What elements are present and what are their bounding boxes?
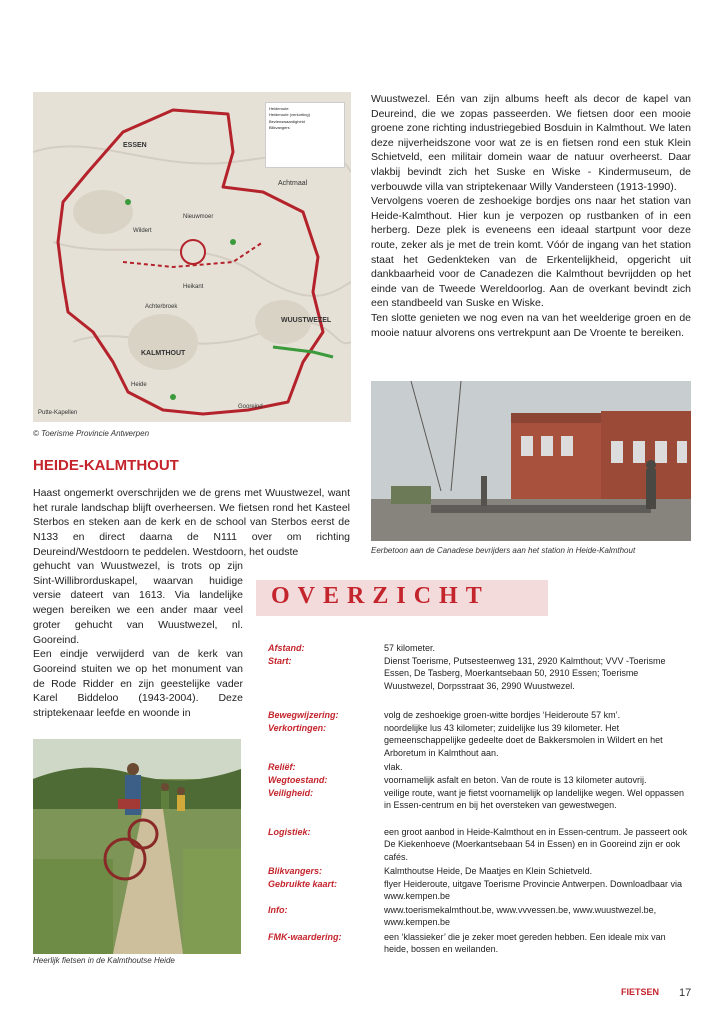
article-text-left-top: Haast ongemerkt overschrijden we de grens met Wuustwezel, want het rurale landschap blijft overheersen. We fietsen rond het Kasteel Sterbos en steken aan de kerk en de school van Sterbos eerst de N133 en direct daarna de N111 over om richting Deureind/Westdoorn te peddelen. Westdoorn, het oudste — [33, 487, 350, 558]
magazine-logo: FIETSEN — [621, 987, 660, 997]
overview-label: FMK-waardering: — [268, 932, 342, 942]
paragraph: Ten slotte genieten we nog even na van het weelderige groen en de mooie natuur alvorens ons vertrekpunt aan De Vroente te bereiken. — [371, 311, 691, 339]
map-credit: © Toerisme Provincie Antwerpen — [33, 429, 150, 438]
route-map — [33, 92, 351, 422]
section-title: HEIDE-KALMTHOUT — [33, 457, 179, 474]
overview-value: volg de zeshoekige groen-witte bordjes ‘Heideroute 57 km’. — [384, 710, 621, 720]
station-photo-graphic — [371, 381, 691, 541]
overview-label: Afstand: — [268, 643, 305, 653]
overview-value: een groot aanbod in Heide-Kalmthout en in Essen-centrum. Je passeert ook De Kiekenhoeve (Moerkantsebaan 54 in Essen) en in Gooreind zijn er ook cafés. — [384, 827, 688, 862]
overview-value: vlak. — [384, 762, 403, 772]
overview-label: Veiligheid: — [268, 788, 314, 798]
map-legend — [265, 102, 345, 168]
article-text-left-bottom — [33, 559, 243, 721]
overview-value: voornamelijk asfalt en beton. Van de route is 13 kilometer autovrij. — [384, 775, 647, 785]
map-label-achterbroek: Achterbroek — [145, 304, 178, 310]
overview-label: Reliëf: — [268, 762, 296, 772]
article-text-right — [371, 92, 691, 340]
page-number: 17 — [679, 987, 692, 999]
cycling-photo-caption: Heerlijk fietsen in de Kalmthoutse Heide — [33, 956, 175, 965]
overview-value: flyer Heideroute, uitgave Toerisme Provincie Antwerpen. Downloadbaar via www.kempen.be — [384, 879, 682, 902]
cycling-photo-graphic — [33, 739, 241, 954]
legend-item: Blikvangers — [269, 125, 290, 131]
overview-label: Blikvangers: — [268, 866, 323, 876]
overview-value: Dienst Toerisme, Putsesteenweg 131, 2920 Kalmthout; VVV -Toerisme Essen, De Tasberg, Moerkantsebaan 50, 2910 Essen; Toerisme Wuustwezel, Dorpsstraat 36, 2990 Wuustwezel. — [384, 656, 666, 691]
overview-label: Verkortingen: — [268, 723, 327, 733]
overview-box — [256, 629, 690, 963]
overview-value: www.toerismekalmthout.be, www.vvvessen.be, www.wuustwezel.be, www.kempen.be — [384, 905, 657, 928]
cycling-photo — [33, 739, 241, 954]
overview-value: noordelijke lus 43 kilometer; zuidelijke lus 39 kilometer. Het gemeenschappelijke gedeelte doet de Bakkersmolen in Wildert en het Arboretum in Kalmthout aan. — [384, 723, 663, 758]
paragraph: Een eindje verwijderd van de kerk van Gooreind stuiten we op het monument van de Rode Ridder en zijn geestelijke vader Karel Biddeloo (1943-2004). Deze striptekenaar leefde en woonde in — [33, 648, 243, 720]
legend-item: Bezienswaardigheid — [269, 118, 305, 124]
map-label-essen: ESSEN — [123, 142, 147, 149]
legend-item: Heideroute (verkorting) — [269, 112, 310, 118]
overview-label: Start: — [268, 656, 292, 666]
map-label-gooreind: Gooreind — [238, 404, 263, 410]
station-photo — [371, 381, 691, 541]
map-label-wildert: Wildert — [133, 228, 152, 234]
overview-value: Kalmthoutse Heide, De Maatjes en Klein Schietveld. — [384, 866, 593, 876]
map-label-heikant: Heikant — [183, 284, 204, 290]
legend-item: Heideroute — [269, 106, 289, 111]
overview-label: Info: — [268, 905, 288, 915]
map-label-heide: Heide — [131, 382, 147, 388]
paragraph: gehucht van Wuustwezel, is trots op zijn Sint-Willibrorduskapel, waarvan huidige versie dateert van 1613. Via landelijke wegen bereiken we een ander maar veel groter gehucht van Wuustwezel, nl. Gooreind. — [33, 560, 243, 646]
overview-value: veilige route, want je fietst voornamelijk op landelijke wegen. Wel oppassen in Essen-centrum en bij het oversteken van gewestwegen. — [384, 788, 685, 811]
map-label-putte: Putte-Kapellen — [38, 410, 78, 416]
overview-value: 57 kilometer. — [384, 643, 436, 653]
paragraph: Vervolgens voeren de zeshoekige bordjes ons naar het station van Heide-Kalmthout. Hier kun je verpozen op rustbanken of in een herberg. Deze plek is eveneens een ideaal startpunt voor deze route, zeker als je met de trein komt. Vóór de ingang van het station staat het Gedenkteken van de Erkentelijkheid, opgericht uit dankbaarheid voor de Canadezen die Kalmthout bevrijdden op het einde van de Tweede Wereldoorlog. Aan de overkant bevindt zich een standbeeld van Suske en Wiske. — [371, 195, 691, 310]
map-label-nieuwmoer: Nieuwmoer — [183, 214, 214, 220]
map-label-wuustwezel: WUUSTWEZEL — [281, 317, 332, 324]
overview-title: OVERZICHT — [256, 580, 548, 616]
overview-label: Wegtoestand: — [268, 775, 328, 785]
overview-label: Logistiek: — [268, 827, 311, 837]
paragraph: Wuustwezel. Eén van zijn albums heeft als decor de kapel van Deureind, die we zopas passeerden. We fietsen door een mooie groene zone richting industriegebied Bosduin in Kalmthout. We laten deze nijverheidszone voor wat ze is en fietsen rond een stuk Klein Schietveld, een militair domein waar de natuur overheerst. Daar vlakbij bevindt zich het Suske en Wiske - Kindermuseum, de verbouwde villa van striptekenaar Willy Vandersteen (1913-1990). — [371, 93, 691, 193]
station-photo-caption: Eerbetoon aan de Canadese bevrijders aan het station in Heide-Kalmthout — [371, 546, 636, 555]
overview-value: een ‘klassieker’ die je zeker moet gereden hebben. Een ideale mix van heide, bossen en weilanden. — [384, 932, 666, 955]
map-label-kalmthout: KALMTHOUT — [141, 350, 186, 357]
overview-label: Gebruikte kaart: — [268, 879, 338, 889]
overview-label: Bewegwijzering: — [268, 710, 339, 720]
map-label-achtmaal: Achtmaal — [278, 180, 308, 187]
